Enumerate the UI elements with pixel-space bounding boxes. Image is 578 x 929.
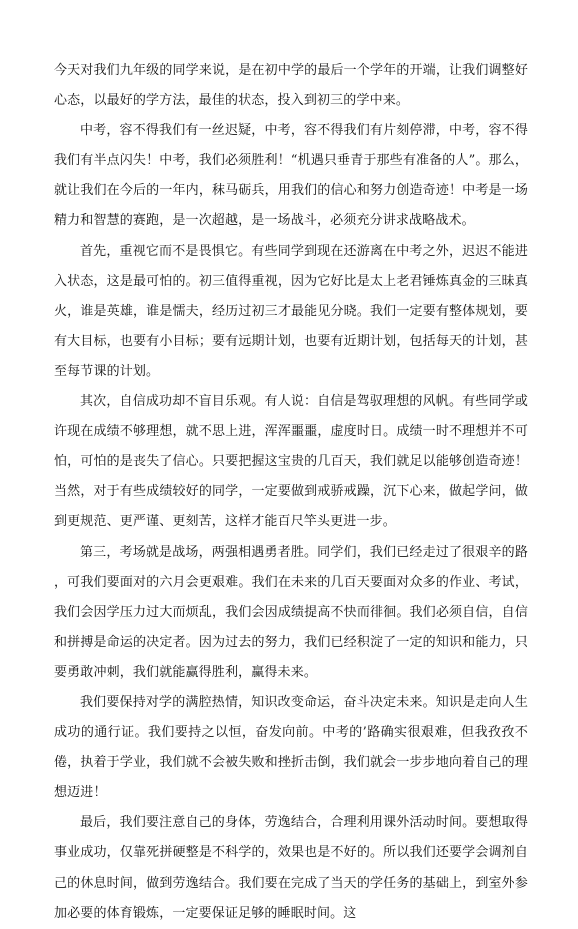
paragraph-6: 我们要保持对学的满腔热情，知识改变命运，奋斗决定未来。知识是走向人生成功的通行证。我们要持之以恒，奋发向前。中考的’路确实很艰难，但我孜孜不倦，执着于学业，我们就不会被失败和挫折击倒，我们就会一步步地向着自己的理想迈进！	[54, 694, 528, 801]
document-body	[54, 56, 528, 929]
paragraph-7: 最后，我们要注意自己的身体，劳逸结合，合理利用课外活动时间。要想取得事业成功，仅靠死拼硬整是不科学的，效果也是不好的。所以我们还要学会调剂自己的休息时间，做到劳逸结合。我们要在完成了当天的学任务的基础上，到室外参加必要的体育锻炼，一定要保证足够的睡眠时间。这	[54, 815, 528, 921]
paragraph-3: 首先，重视它而不是畏惧它。有些同学到现在还游离在中考之外，迟迟不能进入状态，这是最可怕的。初三值得重视，因为它好比是太上老君锤炼真金的三昧真火，谁是英雄，谁是懦夫，经历过初三才最能见分晓。我们一定要有整体规划，要有大目标，也要有小目标；要有远期计划，也要有近期计划，包括每天的计划，甚至每节课的计划。	[54, 243, 528, 379]
paragraph-5: 第三，考场就是战场，两强相遇勇者胜。同学们，我们已经走过了很艰辛的路，可我们要面对的六月会更艰难。我们在未来的几百天要面对众多的作业、考试，我们会因学压力过大而烦乱，我们会因成绩提高不快而徘徊。我们必须自信，自信和拼搏是命运的决定者。因为过去的努力，我们已经积淀了一定的知识和能力，只要勇敢冲刺，我们就能赢得胜利，赢得未来。	[54, 544, 528, 680]
paragraph-1: 今天对我们九年级的同学来说，是在初中学的最后一个学年的开端，让我们调整好心态，以最好的学方法，最佳的状态，投入到初三的学中来。	[54, 63, 528, 109]
paragraph-2: 中考，容不得我们有一丝迟疑，中考，容不得我们有片刻停滞，中考，容不得我们有半点闪失！中考，我们必须胜利！“机遇只垂青于那些有准备的人”。那么，就让我们在今后的一年内，秣马砺兵，用我们的信心和努力创造奇迹！中考是一场精力和智慧的赛跑，是一次超越，是一场战斗，必须充分讲求战略战术。	[54, 123, 528, 229]
paragraph-4: 其次，自信成功却不盲目乐观。有人说：自信是驾驭理想的风帆。有些同学或许现在成绩不够理想，就不思上进，浑浑噩噩，虚度时日。成绩一时不理想并不可怕，可怕的是丧失了信心。只要把握这宝贵的几百天，我们就足以能够创造奇迹！当然，对于有些成绩较好的同学，一定要做到戒骄戒躁，沉下心来，做起学问，做到更规范、更严谨、更刻苦，这样才能百尺竿头更进一步。	[54, 394, 528, 530]
